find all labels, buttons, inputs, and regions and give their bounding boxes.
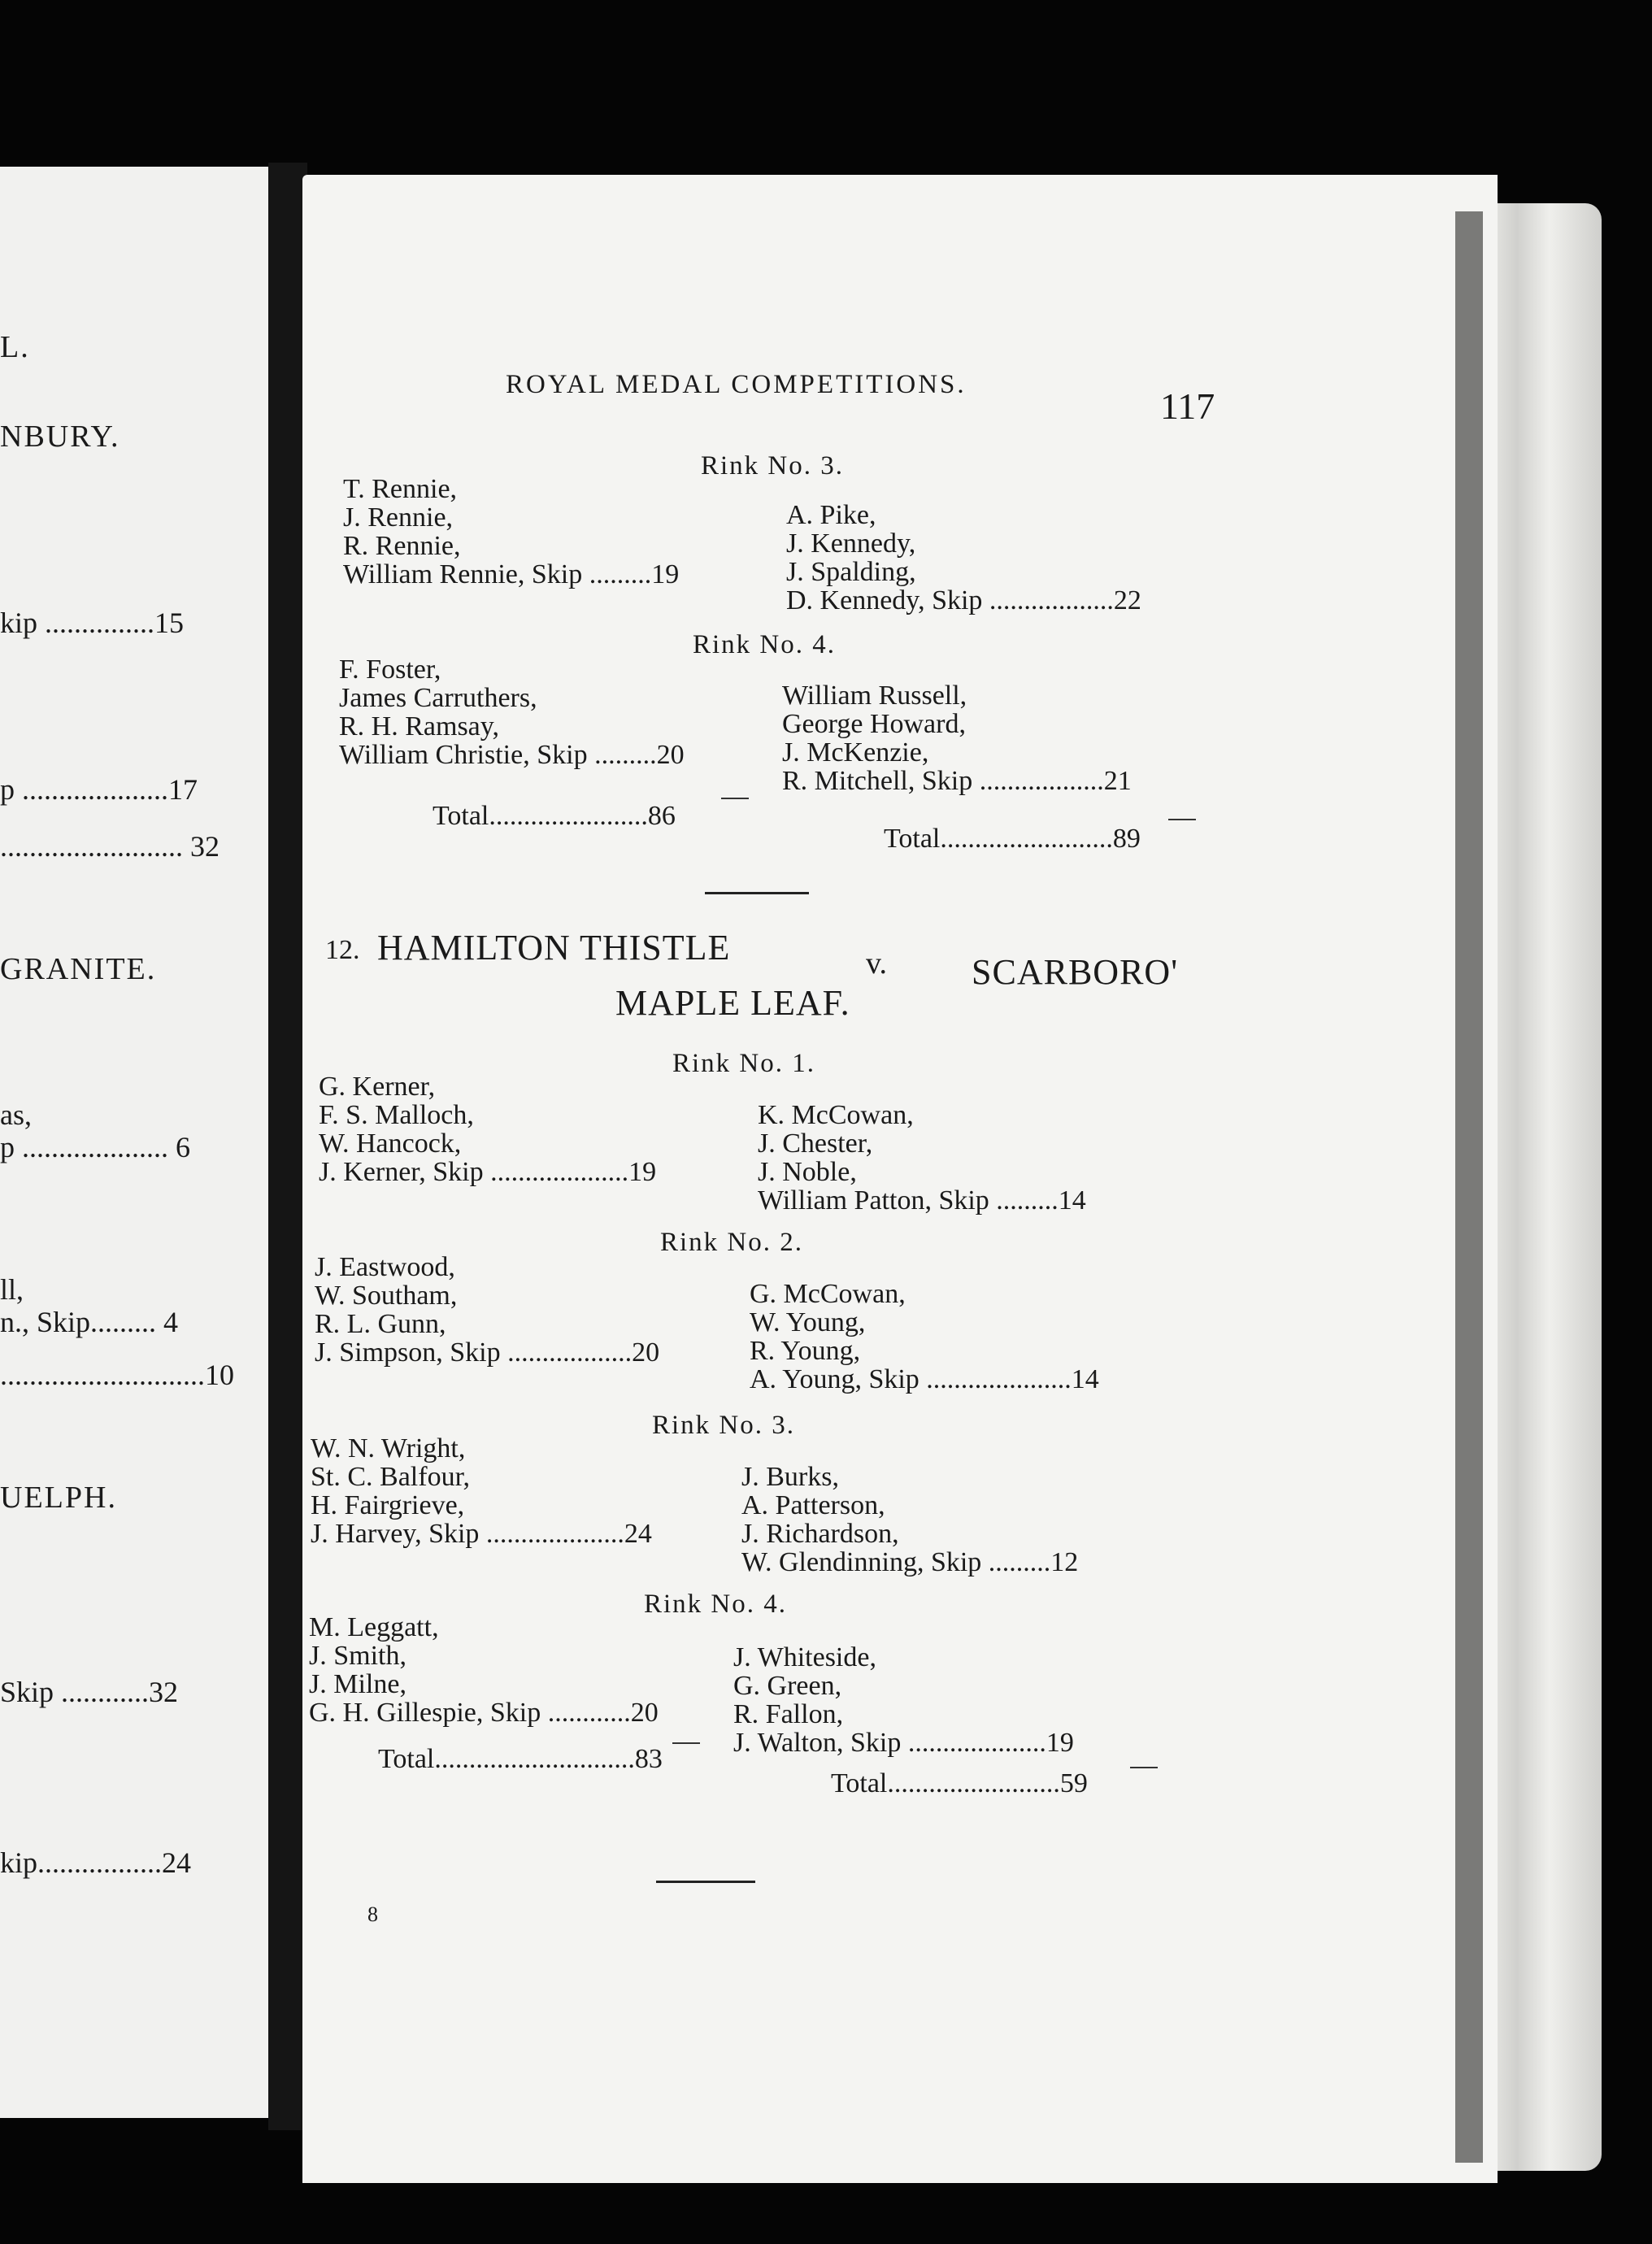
book-binding [268,163,307,2130]
player-name: St. C. Balfour, [311,1462,471,1492]
player-name: W. Southam, [315,1281,458,1311]
skip-score-line: W. Glendinning, Skip .........12 [741,1547,1079,1577]
player-name: J. Eastwood, [315,1252,455,1282]
left-fragment: p .................... 6 [0,1131,190,1163]
versus: v. [866,946,888,981]
player-name: J. Kennedy, [786,528,916,559]
player-name: James Carruthers, [339,683,537,713]
player-name: W. Hancock, [319,1129,462,1159]
player-name: J. Chester, [758,1129,873,1159]
skip-score-line: D. Kennedy, Skip ..................22 [786,585,1141,615]
player-name: J. Whiteside, [733,1642,876,1672]
home-club-title: HAMILTON THISTLE [377,928,731,968]
sum-dash [1130,1767,1158,1768]
sum-dash [721,798,749,799]
total-home: Total.......................86 [433,801,676,831]
total-home: Total.............................83 [378,1744,663,1774]
skip-score-line: R. Mitchell, Skip ..................21 [782,766,1132,796]
player-name: K. McCowan, [758,1100,914,1130]
sum-dash [1168,819,1196,820]
left-fragment: p ....................17 [0,773,198,806]
page-edge-shadow [1455,211,1483,2163]
player-name: A. Pike, [786,500,876,530]
player-name: R. Fallon, [733,1699,844,1729]
rink-label: Rink No. 3. [652,1411,796,1440]
player-name: J. Burks, [741,1462,839,1492]
skip-score-line: William Patton, Skip .........14 [758,1185,1086,1216]
rink-label: Rink No. 3. [701,451,845,481]
player-name: F. Foster, [339,654,441,685]
player-name: J. Spalding, [786,557,916,587]
rink-label: Rink No. 4. [693,630,837,659]
skip-score-line: William Christie, Skip .........20 [339,740,685,770]
skip-score-line: J. Harvey, Skip ....................24 [311,1519,652,1549]
left-fragment: NBURY. [0,420,120,454]
player-name: H. Fairgrieve, [311,1490,465,1520]
away-club-title-line2: MAPLE LEAF. [615,983,850,1023]
skip-score-line: J. Simpson, Skip ..................20 [315,1337,660,1368]
skip-score-line: J. Walton, Skip ....................19 [733,1728,1074,1758]
left-fragment: kip.................24 [0,1846,192,1879]
page-number: 117 [1160,385,1215,427]
section-rule [705,892,809,894]
player-name: F. S. Malloch, [319,1100,474,1130]
left-fragment: Skip ............32 [0,1676,179,1708]
left-fragment: as, [0,1098,32,1131]
rink-label: Rink No. 2. [660,1228,804,1257]
signature-mark: 8 [367,1903,378,1926]
player-name: W. Young, [750,1307,866,1337]
player-name: T. Rennie, [343,474,458,504]
player-name: J. Smith, [309,1641,406,1671]
player-name: A. Patterson, [741,1490,885,1520]
skip-score-line: G. H. Gillespie, Skip ............20 [309,1698,659,1728]
left-fragment: UELPH. [0,1481,117,1515]
left-fragment: GRANITE. [0,952,157,986]
sum-dash [672,1742,700,1744]
total-away: Total.........................89 [884,824,1141,854]
player-name: J. McKenzie, [782,737,929,768]
left-fragment: ......................... 32 [0,830,220,863]
left-fragment: n., Skip......... 4 [0,1306,179,1338]
skip-score-line: J. Kerner, Skip ....................19 [319,1157,657,1187]
player-name: G. Kerner, [319,1072,436,1102]
player-name: G. McCowan, [750,1279,906,1309]
left-page [0,167,273,2118]
left-fragment: ............................10 [0,1359,234,1391]
left-fragment: ll, [0,1273,24,1306]
match-number: 12. [325,935,360,965]
section-rule [656,1881,755,1883]
skip-score-line: William Rennie, Skip .........19 [343,559,680,589]
player-name: J. Rennie, [343,502,454,533]
left-fragment: L. [0,330,30,364]
left-fragment: kip ...............15 [0,607,185,639]
total-away: Total.........................59 [831,1768,1088,1798]
player-name: J. Milne, [309,1669,406,1699]
player-name: William Russell, [782,681,967,711]
skip-score-line: A. Young, Skip .....................14 [750,1364,1099,1394]
away-club-title: SCARBORO' [972,952,1179,992]
player-name: M. Leggatt, [309,1612,439,1642]
player-name: R. Rennie, [343,531,461,561]
player-name: G. Green, [733,1671,842,1701]
player-name: J. Noble, [758,1157,857,1187]
rink-label: Rink No. 1. [672,1049,816,1078]
right-page [302,175,1498,2183]
player-name: R. Young, [750,1336,861,1366]
rink-label: Rink No. 4. [644,1590,788,1619]
player-name: W. N. Wright, [311,1433,466,1463]
player-name: J. Richardson, [741,1519,899,1549]
running-head: ROYAL MEDAL COMPETITIONS. [506,370,967,399]
player-name: R. L. Gunn, [315,1309,446,1339]
player-name: George Howard, [782,709,966,739]
player-name: R. H. Ramsay, [339,711,500,741]
